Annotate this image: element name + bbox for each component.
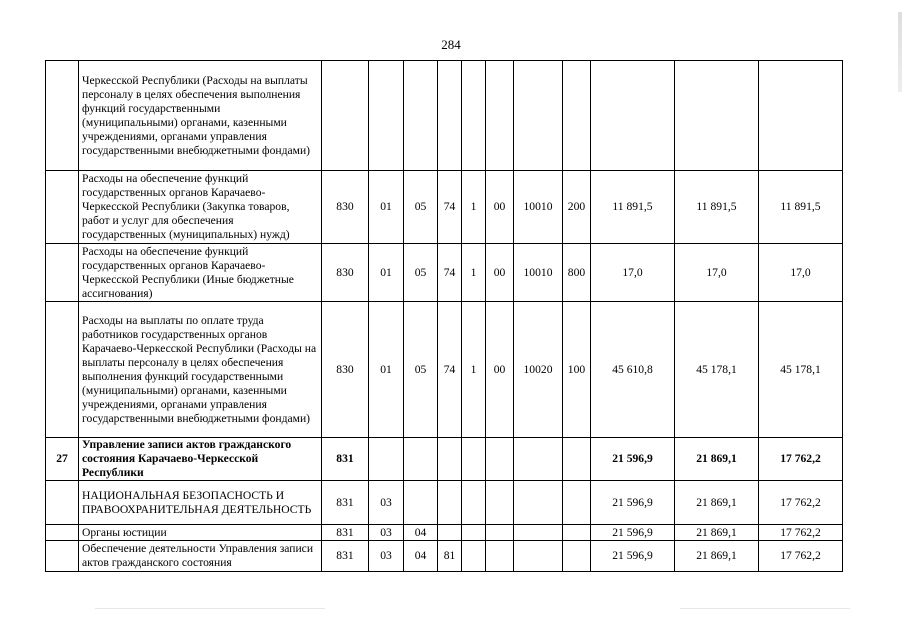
program-code-cell xyxy=(438,438,462,481)
section-code-cell: 03 xyxy=(369,541,404,572)
direction-code-cell xyxy=(514,541,563,572)
row-name-cell: Расходы на выплаты по оплате труда работников государственных органов Карачаево-Черкесской Республики (Расходы на выплаты персоналу в целях обеспечения выполнения функций государственными (муниципальными) органами, казенными учреждениями, органами управления государственными внебюджетными фондами) xyxy=(79,302,322,438)
table-row xyxy=(46,481,843,525)
program-code-cell: 74 xyxy=(438,171,462,244)
event-code-cell xyxy=(486,61,514,171)
program-code-cell xyxy=(438,61,462,171)
amount-year2-cell: 11 891,5 xyxy=(675,171,759,244)
row-name-cell: Расходы на обеспечение функций государственных органов Карачаево-Черкесской Республики (Закупка товаров, работ и услуг для обеспечения государственных (муниципальных) нужд) xyxy=(79,171,322,244)
subsection-code-cell: 04 xyxy=(404,541,438,572)
subsection-code-cell: 05 xyxy=(404,171,438,244)
subprogram-code-cell xyxy=(462,525,486,541)
page-number: 284 xyxy=(441,37,461,52)
row-number-cell xyxy=(46,244,79,302)
direction-code-cell: 10020 xyxy=(514,302,563,438)
amount-year3-cell: 17 762,2 xyxy=(759,541,843,572)
event-code-cell xyxy=(486,541,514,572)
program-code-cell: 74 xyxy=(438,302,462,438)
section-code-cell: 03 xyxy=(369,481,404,525)
section-code-cell: 03 xyxy=(369,525,404,541)
row-number-cell xyxy=(46,61,79,171)
subsection-code-cell: 05 xyxy=(404,244,438,302)
row-name-cell: Органы юстиции xyxy=(79,525,322,541)
amount-year1-cell: 11 891,5 xyxy=(591,171,675,244)
row-number-cell xyxy=(46,481,79,525)
expense-type-cell xyxy=(563,481,591,525)
subsection-code-cell: 04 xyxy=(404,525,438,541)
amount-year1-cell: 21 596,9 xyxy=(591,438,675,481)
amount-year3-cell: 17 762,2 xyxy=(759,481,843,525)
subsection-code-cell xyxy=(404,481,438,525)
expense-type-cell: 200 xyxy=(563,171,591,244)
amount-year3-cell: 45 178,1 xyxy=(759,302,843,438)
amount-year2-cell: 21 869,1 xyxy=(675,481,759,525)
program-code-cell: 81 xyxy=(438,541,462,572)
ved-code-cell xyxy=(322,61,369,171)
direction-code-cell xyxy=(514,438,563,481)
budget-table xyxy=(45,60,843,572)
section-code-cell: 01 xyxy=(369,171,404,244)
amount-year2-cell: 17,0 xyxy=(675,244,759,302)
row-number-cell xyxy=(46,171,79,244)
direction-code-cell: 10010 xyxy=(514,244,563,302)
expense-type-cell xyxy=(563,541,591,572)
amount-year3-cell: 11 891,5 xyxy=(759,171,843,244)
amount-year3-cell: 17,0 xyxy=(759,244,843,302)
subprogram-code-cell xyxy=(462,438,486,481)
section-code-cell xyxy=(369,61,404,171)
ved-code-cell: 831 xyxy=(322,481,369,525)
amount-year3-cell: 17 762,2 xyxy=(759,438,843,481)
subsection-code-cell: 05 xyxy=(404,302,438,438)
ved-code-cell: 831 xyxy=(322,438,369,481)
row-number-cell xyxy=(46,525,79,541)
row-number-cell: 27 xyxy=(46,438,79,481)
direction-code-cell xyxy=(514,481,563,525)
expense-type-cell: 100 xyxy=(563,302,591,438)
event-code-cell: 00 xyxy=(486,244,514,302)
program-code-cell xyxy=(438,481,462,525)
table-row xyxy=(46,244,843,302)
event-code-cell xyxy=(486,525,514,541)
expense-type-cell xyxy=(563,525,591,541)
table-row xyxy=(46,525,843,541)
program-code-cell: 74 xyxy=(438,244,462,302)
amount-year1-cell: 21 596,9 xyxy=(591,541,675,572)
amount-year1-cell: 45 610,8 xyxy=(591,302,675,438)
direction-code-cell xyxy=(514,61,563,171)
amount-year3-cell xyxy=(759,61,843,171)
row-number-cell xyxy=(46,302,79,438)
event-code-cell: 00 xyxy=(486,302,514,438)
section-code-cell: 01 xyxy=(369,244,404,302)
event-code-cell xyxy=(486,481,514,525)
amount-year2-cell: 21 869,1 xyxy=(675,525,759,541)
amount-year2-cell: 21 869,1 xyxy=(675,541,759,572)
amount-year1-cell xyxy=(591,61,675,171)
ved-code-cell: 831 xyxy=(322,541,369,572)
ved-code-cell: 830 xyxy=(322,244,369,302)
ved-code-cell: 831 xyxy=(322,525,369,541)
scan-artifact-line xyxy=(680,608,850,609)
subprogram-code-cell: 1 xyxy=(462,244,486,302)
section-code-cell xyxy=(369,438,404,481)
subprogram-code-cell xyxy=(462,541,486,572)
amount-year2-cell: 45 178,1 xyxy=(675,302,759,438)
row-name-cell: Черкесской Республики (Расходы на выплаты персоналу в целях обеспечения выполнения функций государственными (муниципальными) органами, казенными учреждениями, органами управления государственными внебюджетными фондами) xyxy=(79,61,322,171)
section-code-cell: 01 xyxy=(369,302,404,438)
event-code-cell: 00 xyxy=(486,171,514,244)
table-row xyxy=(46,171,843,244)
expense-type-cell: 800 xyxy=(563,244,591,302)
amount-year1-cell: 21 596,9 xyxy=(591,525,675,541)
expense-type-cell xyxy=(563,438,591,481)
table-row xyxy=(46,541,843,572)
subprogram-code-cell: 1 xyxy=(462,171,486,244)
row-number-cell xyxy=(46,541,79,572)
subsection-code-cell xyxy=(404,61,438,171)
table-row xyxy=(46,438,843,481)
amount-year1-cell: 21 596,9 xyxy=(591,481,675,525)
row-name-cell: Обеспечение деятельности Управления записи актов гражданского состояния xyxy=(79,541,322,572)
subprogram-code-cell: 1 xyxy=(462,302,486,438)
amount-year3-cell: 17 762,2 xyxy=(759,525,843,541)
direction-code-cell xyxy=(514,525,563,541)
budget-table-body xyxy=(46,61,843,572)
direction-code-cell: 10010 xyxy=(514,171,563,244)
expense-type-cell xyxy=(563,61,591,171)
ved-code-cell: 830 xyxy=(322,302,369,438)
table-row xyxy=(46,302,843,438)
program-code-cell xyxy=(438,525,462,541)
subprogram-code-cell xyxy=(462,61,486,171)
row-name-cell: Расходы на обеспечение функций государственных органов Карачаево-Черкесской Республики (Иные бюджетные ассигнования) xyxy=(79,244,322,302)
amount-year2-cell xyxy=(675,61,759,171)
amount-year1-cell: 17,0 xyxy=(591,244,675,302)
row-name-cell: НАЦИОНАЛЬНАЯ БЕЗОПАСНОСТЬ И ПРАВООХРАНИТЕЛЬНАЯ ДЕЯТЕЛЬНОСТЬ xyxy=(79,481,322,525)
subprogram-code-cell xyxy=(462,481,486,525)
ved-code-cell: 830 xyxy=(322,171,369,244)
event-code-cell xyxy=(486,438,514,481)
row-name-cell: Управление записи актов гражданского состояния Карачаево-Черкесской Республики xyxy=(79,438,322,481)
scan-artifact-line xyxy=(95,608,325,609)
table-row xyxy=(46,61,843,171)
amount-year2-cell: 21 869,1 xyxy=(675,438,759,481)
subsection-code-cell xyxy=(404,438,438,481)
